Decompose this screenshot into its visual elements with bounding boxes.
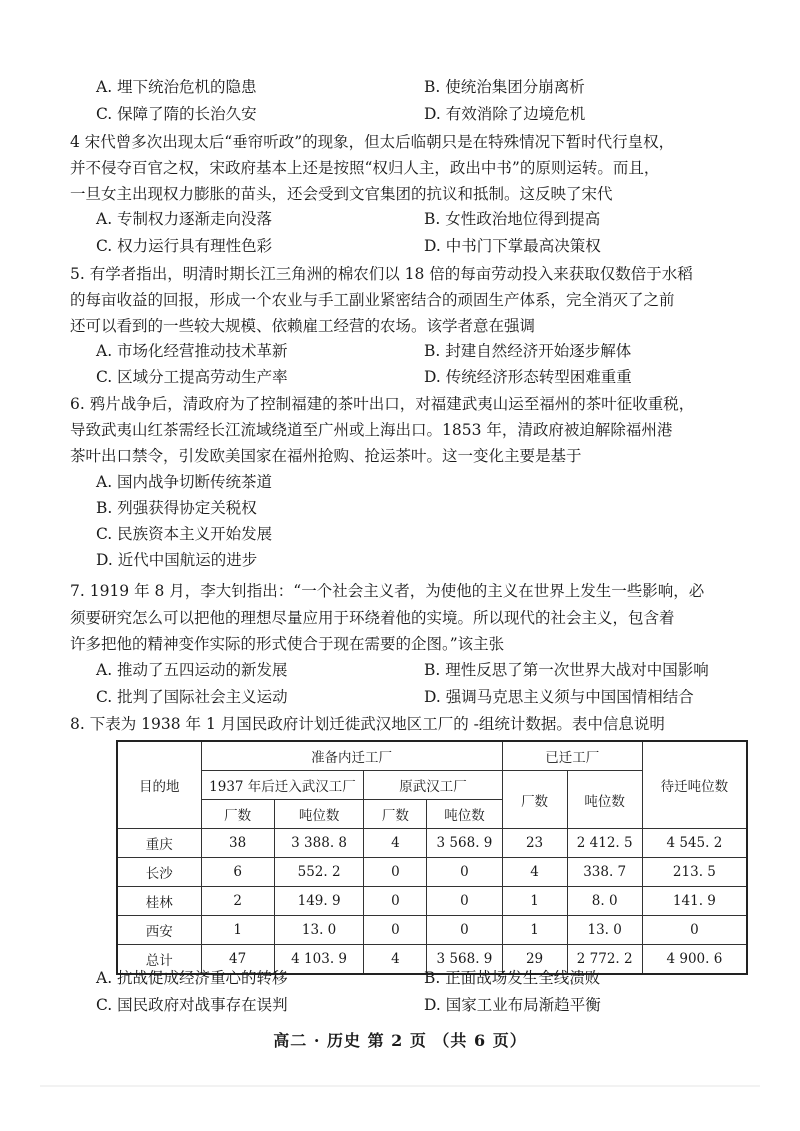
q5-option-d: D. 传统经济形态转型困难重重 <box>424 368 632 386</box>
table-row <box>117 916 747 945</box>
q5-option-c: C. 区域分工提高劳动生产率 <box>96 368 288 386</box>
cell: 2 772. 2 <box>567 945 642 975</box>
q7-option-d: D. 强调马克思主义须与中国国情相结合 <box>424 688 694 706</box>
header-original-wuhan: 原武汉工厂 <box>364 771 502 800</box>
q4-option-b: B. 女性政治地位得到提高 <box>424 210 601 228</box>
table-row <box>117 858 747 887</box>
header-moved-tons: 吨位数 <box>567 771 642 829</box>
cell: 2 <box>201 887 274 916</box>
header-after-1937: 1937 年后迁入武汉工厂 <box>201 771 364 800</box>
scan-noise <box>40 1085 760 1087</box>
q3-option-d: D. 有效消除了边境危机 <box>424 105 586 123</box>
q8-stem: 8. 下表为 1938 年 1 月国民政府计划迁徙武汉地区工厂的 -组统计数据。表中信息说明 <box>70 715 665 733</box>
cell: 3 568. 9 <box>427 945 502 975</box>
q5-option-a: A. 市场化经营推动技术革新 <box>96 342 288 360</box>
page-footer: 高二 · 历史 第 2 页 （共 6 页） <box>273 1031 527 1050</box>
cell-destination: 总计 <box>117 945 201 975</box>
cell: 4 <box>364 945 427 975</box>
q5-stem-line-2: 的每亩收益的回报，形成一个农业与手工副业紧密结合的顽固生产体系，完全消灭了之前 <box>70 291 675 309</box>
q5-option-b: B. 封建自然经济开始逐步解体 <box>424 342 632 360</box>
q4-stem-line-3: 一旦女主出现权力膨胀的苗头，还会受到文官集团的抗议和抵制。这反映了宋代 <box>70 185 613 203</box>
q4-option-a: A. 专制权力逐渐走向没落 <box>96 210 273 228</box>
q8-option-d: D. 国家工业布局渐趋平衡 <box>424 996 601 1014</box>
cell: 1 <box>502 916 567 945</box>
header-relocated: 已迁工厂 <box>502 741 642 771</box>
q3-option-a: A. 埋下统治危机的隐患 <box>96 78 257 96</box>
q8-option-b: B. 正面战场发生全线溃败 <box>424 969 601 987</box>
q5-stem-line-3: 还可以看到的一些较大规模、依赖雇工经营的农场。该学者意在强调 <box>70 317 536 335</box>
cell: 141. 9 <box>642 887 747 916</box>
cell: 4 <box>364 829 427 858</box>
cell: 47 <box>201 945 274 975</box>
factory-relocation-table <box>116 740 748 975</box>
cell: 38 <box>201 829 274 858</box>
q5-stem-line-1: 5. 有学者指出，明清时期长江三角洲的棉农们以 18 倍的每亩劳动投入来获取仅数倍于水稻 <box>70 265 693 283</box>
cell: 0 <box>642 916 747 945</box>
cell-destination: 桂林 <box>117 887 201 916</box>
q6-stem-line-2: 导致武夷山红茶需经长江流域绕道至广州或上海出口。1853 年，清政府被迫解除福州港 <box>70 421 673 439</box>
q6-option-b: B. 列强获得协定关税权 <box>96 499 257 517</box>
header-after-tons: 吨位数 <box>274 800 364 829</box>
table-row <box>117 887 747 916</box>
q6-option-d: D. 近代中国航运的进步 <box>96 551 258 569</box>
cell: 4 545. 2 <box>642 829 747 858</box>
cell: 29 <box>502 945 567 975</box>
q6-option-c: C. 民族资本主义开始发展 <box>96 525 273 543</box>
q4-stem-line-1: 4 宋代曾多次出现太后“垂帘听政”的现象，但太后临朝只是在特殊情况下暂时代行皇权， <box>70 133 675 151</box>
header-destination: 目的地 <box>117 741 201 829</box>
q7-option-b: B. 理性反思了第一次世界大战对中国影响 <box>424 661 709 679</box>
q7-stem-line-2: 须要研究怎么可以把他的理想尽量应用于环绕着他的实境。所以现代的社会主义，包含着 <box>70 609 675 627</box>
q4-stem-line-2: 并不侵夺百官之权，宋政府基本上还是按照“权归人主，政出中书”的原则运转。而且， <box>70 159 660 177</box>
header-original-count: 厂数 <box>364 800 427 829</box>
q4-option-d: D. 中书门下掌最高决策权 <box>424 237 601 255</box>
q7-option-a: A. 推动了五四运动的新发展 <box>96 661 288 679</box>
q7-stem-line-3: 许多把他的精神变作实际的形式使合于现在需要的企图。”该主张 <box>70 635 505 653</box>
q3-option-b: B. 使统治集团分崩离析 <box>424 78 585 96</box>
cell: 3 388. 8 <box>274 829 364 858</box>
cell: 0 <box>364 858 427 887</box>
q8-option-c: C. 国民政府对战事存在误判 <box>96 996 288 1014</box>
cell: 1 <box>502 887 567 916</box>
cell-destination: 重庆 <box>117 829 201 858</box>
header-after-count: 厂数 <box>201 800 274 829</box>
q7-stem-line-1: 7. 1919 年 8 月，李大钊指出：“一个社会主义者，为使他的主义在世界上发生一些影响，必 <box>70 582 705 600</box>
header-moved-count: 厂数 <box>502 771 567 829</box>
cell: 213. 5 <box>642 858 747 887</box>
cell: 13. 0 <box>274 916 364 945</box>
q3-option-c: C. 保障了隋的长治久安 <box>96 105 257 123</box>
q6-stem-line-1: 6. 鸦片战争后，清政府为了控制福建的茶叶出口，对福建武夷山运至福州的茶叶征收重税， <box>70 395 695 413</box>
cell: 23 <box>502 829 567 858</box>
cell: 4 <box>502 858 567 887</box>
cell-destination: 西安 <box>117 916 201 945</box>
q6-option-a: A. 国内战争切断传统茶道 <box>96 473 273 491</box>
cell: 8. 0 <box>567 887 642 916</box>
cell: 0 <box>427 858 502 887</box>
cell-destination: 长沙 <box>117 858 201 887</box>
cell: 149. 9 <box>274 887 364 916</box>
cell: 2 412. 5 <box>567 829 642 858</box>
cell: 6 <box>201 858 274 887</box>
cell: 3 568. 9 <box>427 829 502 858</box>
q6-stem-line-3: 茶叶出口禁令，引发欧美国家在福州抢购、抢运茶叶。这一变化主要是基于 <box>70 447 582 465</box>
cell: 0 <box>364 916 427 945</box>
header-original-tons: 吨位数 <box>427 800 502 829</box>
header-pending-tonnage: 待迁吨位数 <box>642 741 747 829</box>
cell: 4 103. 9 <box>274 945 364 975</box>
q8-option-a: A. 抗战促成经济重心的转移 <box>96 969 288 987</box>
cell: 338. 7 <box>567 858 642 887</box>
cell: 0 <box>427 887 502 916</box>
cell: 552. 2 <box>274 858 364 887</box>
q7-option-c: C. 批判了国际社会主义运动 <box>96 688 288 706</box>
cell: 1 <box>201 916 274 945</box>
q4-option-c: C. 权力运行具有理性色彩 <box>96 237 273 255</box>
header-planned-relocation: 准备内迁工厂 <box>201 741 502 771</box>
cell: 13. 0 <box>567 916 642 945</box>
cell: 0 <box>364 887 427 916</box>
table-row <box>117 829 747 858</box>
cell: 0 <box>427 916 502 945</box>
cell: 4 900. 6 <box>642 945 747 975</box>
